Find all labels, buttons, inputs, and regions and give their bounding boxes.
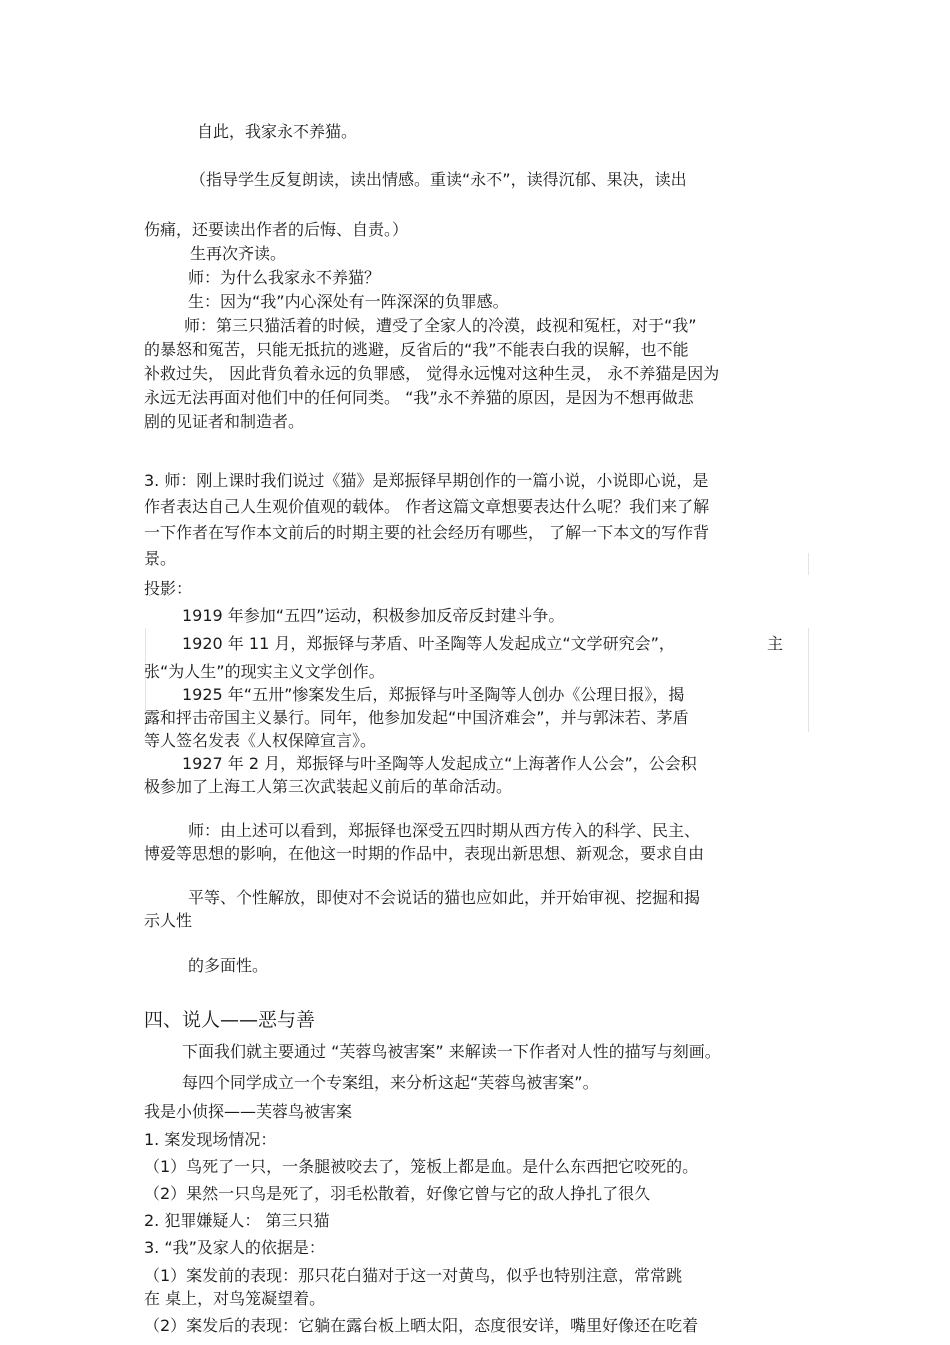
text-line: 平等、个性解放，即使对不会说话的猫也应如此，并开始审视、挖掘和揭	[188, 888, 701, 907]
text-line: 投影：	[144, 579, 193, 598]
text-line: 博爱等思想的影响，在他这一时期的作品中，表现出新思想、新观念，要求自由	[144, 844, 705, 863]
text-line: 的多面性。	[188, 956, 269, 975]
text-line: 3. “我”及家人的依据是：	[144, 1238, 325, 1257]
text-line: 在 桌上，对鸟笼凝望着。	[144, 1289, 326, 1308]
text-line: 每四个同学成立一个专案组，来分析这起“芙蓉鸟被害案”。	[182, 1073, 599, 1092]
text-line: 自此，我家永不养猫。	[197, 122, 358, 141]
text-line: 下面我们就主要通过 “芙蓉鸟被害案” 来解读一下作者对人性的描写与刻画。	[182, 1042, 721, 1061]
margin-rule	[808, 553, 809, 575]
text-line: 剧的见证者和制造者。	[144, 412, 305, 431]
text-line: 生再次齐读。	[190, 244, 287, 263]
text-line: 张“为人生”的现实主义文学创作。	[144, 662, 385, 681]
text-line: 1920 年 11 月，郑振铎与茅盾、叶圣陶等人发起成立“文学研究会”，	[182, 634, 675, 653]
text-line: （2）案发后的表现：它躺在露台板上晒太阳，态度很安详，嘴里好像还在吃着	[144, 1316, 699, 1335]
text-line: （1）鸟死了一只，一条腿被咬去了，笼板上都是血。是什么东西把它咬死的。	[144, 1157, 699, 1176]
text-line: （2）果然一只鸟是死了，羽毛松散着，好像它曾与它的敌人挣扎了很久	[144, 1184, 651, 1203]
text-line: 示人性	[144, 911, 193, 930]
text-line: 1925 年“五卅”惨案发生后，郑振铎与叶圣陶等人创办《公理日报》，揭	[182, 685, 685, 704]
text-line: 生：因为“我”内心深处有一阵深深的负罪感。	[188, 292, 509, 311]
text-line: （指导学生反复朗读，读出情感。重读“永不”，读得沉郁、果决，读出	[190, 170, 687, 189]
text-line: 师：由上述可以看到，郑振铎也深受五四时期从西方传入的科学、民主、	[188, 821, 701, 840]
text-line: 1919 年参加“五四”运动，积极参加反帝反封建斗争。	[182, 606, 565, 625]
margin-rule	[808, 628, 809, 732]
text-line: 我是小侦探——芙蓉鸟被害案	[144, 1102, 353, 1121]
text-line: 景。	[144, 549, 177, 568]
text-line: 作者表达自己人生观价值观的载体。 作者这篇文章想要表达什么呢？我们来了解	[144, 497, 710, 516]
text-line: 3. 师：刚上课时我们说过《猫》是郑振铎早期创作的一篇小说，小说即心说，是	[144, 471, 709, 490]
text-line: 师：第三只猫活着的时候，遭受了全家人的冷漠，歧视和冤枉，对于“我”	[184, 316, 697, 335]
text-line: 等人签名发表《人权保障宣言》。	[144, 731, 377, 750]
text-line: 的暴怒和冤苦，只能无抵抗的逃避，反省后的“我”不能表白我的误解，也不能	[144, 340, 689, 359]
text-line: 永远无法再面对他们中的任何同类。 “我”永不养猫的原因，是因为不想再做悲	[144, 388, 694, 407]
text-line: 1. 案发现场情况：	[144, 1130, 277, 1149]
text-line: 2. 犯罪嫌疑人： 第三只猫	[144, 1211, 330, 1230]
text-line: 补救过失， 因此背负着永远的负罪感， 觉得永远愧对这种生灵， 永不养猫是因为	[144, 364, 720, 383]
text-line: 一下作者在写作本文前后的时期主要的社会经历有哪些， 了解一下本文的写作背	[144, 523, 710, 542]
text-line: 主	[767, 634, 784, 653]
text-line: 伤痛，还要读出作者的后悔、自责。）	[144, 220, 409, 239]
text-line: 师：为什么我家永不养猫？	[188, 268, 381, 287]
text-line: （1）案发前的表现：那只花白猫对于这一对黄鸟，似乎也特别注意，常常跳	[144, 1266, 683, 1285]
text-line: 露和抨击帝国主义暴行。同年，他参加发起“中国济难会”，并与郭沫若、茅盾	[144, 708, 689, 727]
section-heading: 四、说人——恶与善	[144, 1009, 316, 1031]
text-line: 极参加了上海工人第三次武装起义前后的革命活动。	[144, 777, 513, 796]
text-line: 1927 年 2 月，郑振铎与叶圣陶等人发起成立“上海著作人公会”，公会积	[182, 754, 697, 773]
